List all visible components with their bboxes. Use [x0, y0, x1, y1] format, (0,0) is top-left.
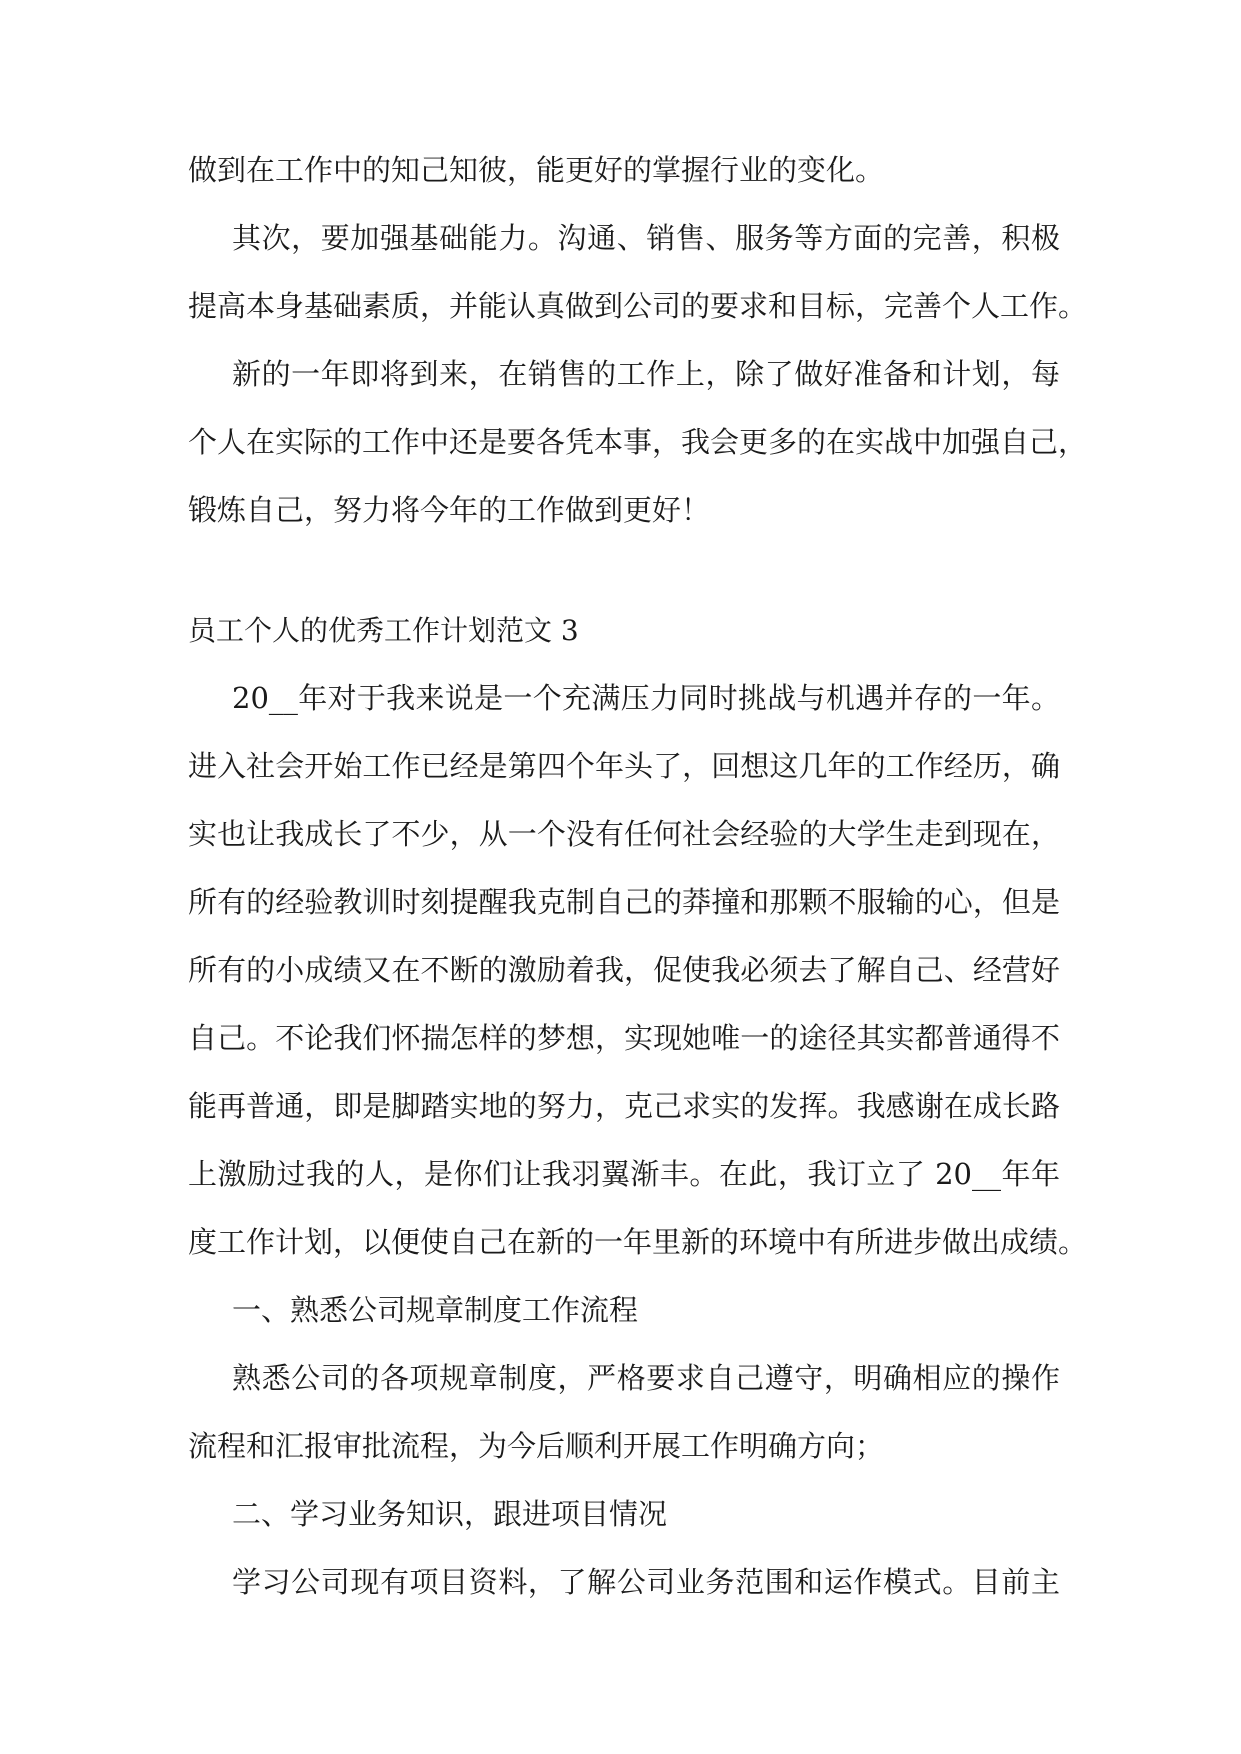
paragraph-line: 新的一年即将到来，在销售的工作上，除了做好准备和计划，每	[232, 357, 1060, 391]
paragraph-line: 实也让我成长了不少，从一个没有任何社会经验的大学生走到现在，	[188, 817, 1060, 851]
paragraph-line: 20__年对于我来说是一个充满压力同时挑战与机遇并存的一年。	[232, 681, 1060, 715]
paragraph-line: 所有的经验教训时刻提醒我克制自己的莽撞和那颗不服输的心，但是	[188, 885, 1060, 919]
paragraph-new-year	[188, 356, 1088, 529]
paragraph-line: 一、熟悉公司规章制度工作流程	[232, 1293, 639, 1327]
paragraph-line: 熟悉公司的各项规章制度，严格要求自己遵守，明确相应的操作	[232, 1361, 1060, 1395]
subheading-rules	[188, 1292, 1060, 1329]
paragraph-line: 二、学习业务知识，跟进项目情况	[232, 1497, 668, 1531]
paragraph-line: 能再普通，即是脚踏实地的努力，克己求实的发挥。我感谢在成长路	[188, 1089, 1060, 1123]
document-page	[188, 152, 1088, 1601]
paragraph-rules	[188, 1360, 1060, 1465]
paragraph-line: 个人在实际的工作中还是要各凭本事，我会更多的在实战中加强自己，	[188, 425, 1088, 459]
paragraph-line: 锻炼自己，努力将今年的工作做到更好！	[188, 493, 711, 527]
paragraph-basic-ability	[188, 220, 1088, 325]
paragraph-line: 进入社会开始工作已经是第四个年头了，回想这几年的工作经历，确	[188, 749, 1060, 783]
paragraph-line: 提高本身基础素质，并能认真做到公司的要求和目标，完善个人工作。	[188, 289, 1088, 323]
section-heading: 员工个人的优秀工作计划范文 3	[188, 614, 579, 647]
paragraph-line: 学习公司现有项目资料，了解公司业务范围和运作模式。目前主	[232, 1565, 1060, 1599]
paragraph-line: 自己。不论我们怀揣怎样的梦想，实现她唯一的途径其实都普通得不	[188, 1021, 1060, 1055]
paragraph-line: 做到在工作中的知己知彼，能更好的掌握行业的变化。	[188, 153, 885, 187]
paragraph-line: 度工作计划，以便使自己在新的一年里新的环境中有所进步做出成绩。	[188, 1225, 1088, 1259]
paragraph-line: 其次，要加强基础能力。沟通、销售、服务等方面的完善，积极	[232, 221, 1060, 255]
paragraph-continuation	[188, 152, 1060, 189]
paragraph-line: 流程和汇报审批流程，为今后顺利开展工作明确方向；	[188, 1429, 885, 1463]
paragraph-line: 上激励过我的人，是你们让我羽翼渐丰。在此，我订立了 20__年年	[188, 1157, 1060, 1191]
subheading-business	[188, 1496, 1060, 1533]
paragraph-intro	[188, 680, 1088, 1261]
paragraph-line: 所有的小成绩又在不断的激励着我，促使我必须去了解自己、经营好	[188, 953, 1060, 987]
paragraph-business	[188, 1564, 1060, 1601]
